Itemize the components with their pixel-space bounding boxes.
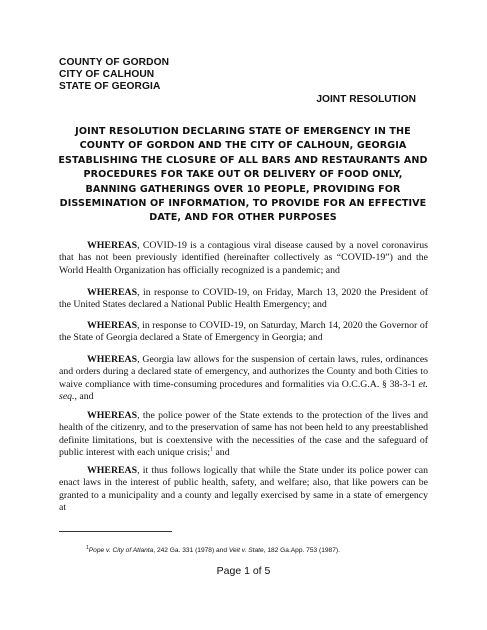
footnote-mark: 1 bbox=[86, 545, 89, 551]
whereas-lead: WHEREAS bbox=[87, 240, 138, 251]
paragraph-tail: , and bbox=[74, 390, 94, 402]
paragraph-text: , the police power of the State extends to the protection of the lives and health of the citizenry, and to the preservation of same has not been held to any preestablished definite limitations, but is coextensive with the necessities of the case and the safeguard of public interest with each unique crisis; bbox=[59, 410, 428, 458]
whereas-lead: WHEREAS bbox=[87, 287, 138, 298]
whereas-paragraph-6 bbox=[59, 465, 428, 514]
paragraph-text: , Georgia law allows for the suspension of certain laws, rules, ordinances and orders during a declared state of emergency, and authorizes the County and both Cities to waive compliance with time-consuming procedures and formalities via O.C.G.A. § 38-3-1 bbox=[59, 354, 428, 390]
footnote-divider bbox=[59, 531, 172, 532]
whereas-paragraph-2 bbox=[59, 287, 428, 312]
whereas-lead: WHEREAS bbox=[87, 354, 138, 365]
footnote-reference: 1 bbox=[210, 446, 213, 453]
paragraph-tail: and bbox=[213, 446, 230, 458]
footnote-citation-2: , 182 Ga.App. 753 (1987). bbox=[263, 547, 340, 555]
whereas-paragraph-4 bbox=[59, 354, 428, 403]
paragraph-italic: et. seq. bbox=[59, 378, 428, 402]
whereas-paragraph-5 bbox=[59, 410, 428, 459]
whereas-lead: WHEREAS bbox=[87, 410, 138, 421]
whereas-paragraph-1 bbox=[59, 240, 428, 277]
footnote bbox=[86, 544, 340, 555]
paragraph-text: , in response to COVID-19, on Friday, March 13, 2020 the President of the United States declared a National Public Health Emergency; and bbox=[59, 287, 428, 311]
paragraph-text: , COVID-19 is a contagious viral disease caused by a novel coronavirus that has not been previously identified (hereinafter collectively as “COVID-19”) and the World Health Organization has officially recognized is a pandemic; and bbox=[59, 240, 428, 276]
resolution-title: JOINT RESOLUTION DECLARING STATE OF EMERGENCY IN THE COUNTY OF GORDON AND THE CITY OF CALHOUN, GEORGIA ESTABLISHING THE CLOSURE OF ALL BARS AND RESTAURANTS AND PROCEDURES FOR TAKE OUT OR DELIVERY OF FOOD ONLY, BANNING GATHERINGS OVER 10 PEOPLE, PROVIDING FOR DISSEMINATION OF INFORMATION, TO PROVIDE FOR AN EFFECTIVE DATE, AND FOR OTHER PURPOSES bbox=[58, 126, 428, 224]
paragraph-text: , in response to COVID-19, on Saturday, March 14, 2020 the Governor of the State of Georgia declared a State of Emergency in Georgia; and bbox=[59, 320, 428, 344]
whereas-lead: WHEREAS bbox=[87, 320, 138, 331]
footnote-case-1: Pope v. City of Atlanta bbox=[88, 547, 154, 555]
document-type-label: JOINT RESOLUTION bbox=[316, 94, 416, 105]
footnote-case-2: Veit v. State bbox=[228, 547, 264, 555]
state-header: STATE OF GEORGIA bbox=[59, 81, 161, 92]
whereas-lead: WHEREAS bbox=[87, 465, 138, 476]
footnote-citation-1: , 242 Ga. 331 (1978) and bbox=[153, 547, 229, 555]
whereas-paragraph-3 bbox=[59, 320, 428, 345]
paragraph-text: , it thus follows logically that while the State under its police power can enact laws in the interest of public health, safety, and welfare; also, that like powers can be granted to a municipality and a county and legally exercised by same in a state of emergency at bbox=[59, 465, 428, 513]
page-number: Page 1 of 5 bbox=[216, 565, 271, 577]
city-header: CITY OF CALHOUN bbox=[59, 69, 155, 80]
county-header: COUNTY OF GORDON bbox=[59, 57, 170, 68]
